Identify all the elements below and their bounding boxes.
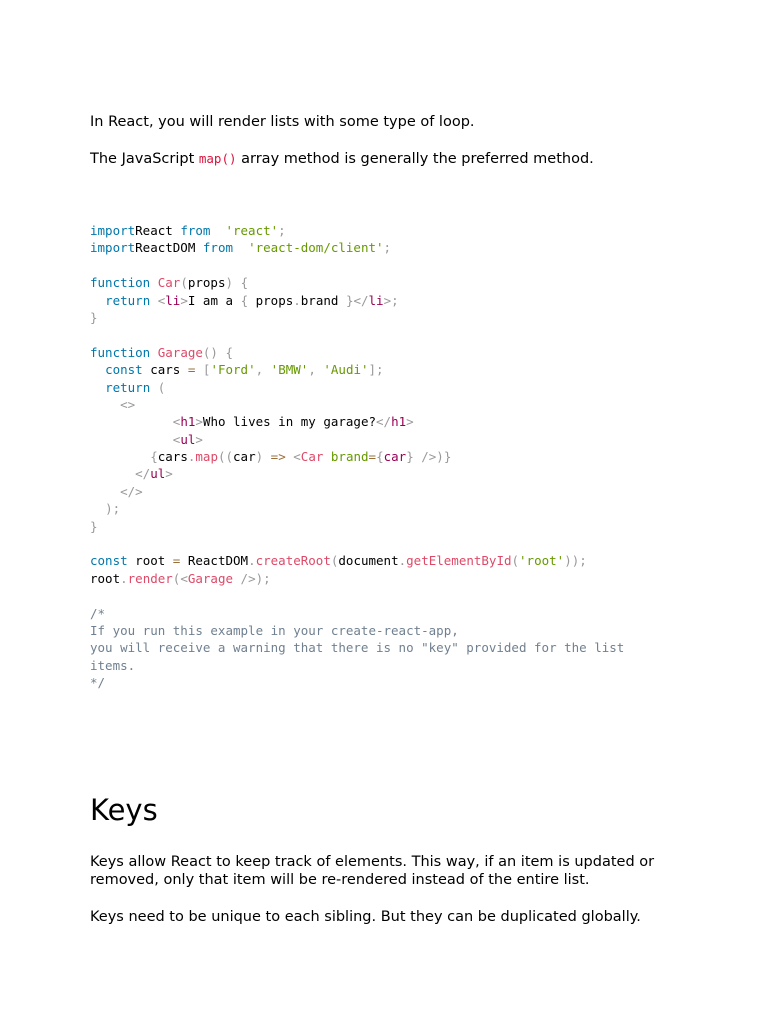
code-token: props (187, 275, 226, 291)
code-token: . (187, 449, 196, 465)
code-token (263, 362, 271, 377)
code-token: map (195, 449, 218, 465)
code-token: ( (330, 553, 339, 569)
code-token: ReactDOM (180, 553, 249, 569)
code-token: ( (511, 553, 520, 569)
code-line (90, 326, 624, 343)
code-token: Car (157, 275, 181, 291)
inline-code-map: map() (198, 151, 237, 166)
code-token: If you run this example in your create-react-app, (90, 622, 459, 638)
code-token: />)} (421, 449, 452, 465)
code-token: 'Audi' (323, 362, 369, 378)
code-token: { (225, 344, 234, 360)
code-token: */ (90, 675, 106, 691)
code-line (90, 257, 624, 274)
code-token: [ (202, 362, 211, 378)
code-line (90, 448, 624, 465)
code-token: ul (150, 466, 166, 482)
code-token: < (157, 292, 166, 308)
code-token: Car (300, 449, 324, 465)
code-token (90, 484, 120, 499)
code-line (90, 657, 624, 674)
intro-paragraph: In React, you will render lists with some type of loop. (90, 114, 475, 130)
code-token (218, 345, 226, 360)
code-token: you will receive a warning that there is no "key" provided for the list (90, 640, 625, 656)
code-token (150, 293, 158, 308)
code-line (90, 379, 624, 396)
code-line (90, 605, 624, 622)
code-token: , (255, 362, 264, 378)
code-token: ) (255, 449, 264, 465)
code-token: brand (330, 449, 369, 465)
code-token: const (105, 362, 143, 378)
code-line (90, 465, 624, 482)
code-token: ; (278, 223, 286, 238)
code-token: > (180, 292, 188, 308)
code-line (90, 222, 624, 239)
code-token: React (135, 223, 181, 238)
code-token: { (240, 292, 249, 308)
code-token: 'BMW' (270, 362, 309, 378)
code-token (323, 449, 331, 464)
code-token: I am a (187, 292, 241, 308)
code-token: import (90, 240, 136, 256)
paragraph-text: The JavaScript (90, 151, 199, 167)
code-token: </ (376, 414, 392, 430)
code-token: getElementById (406, 553, 512, 569)
code-token: ; (383, 240, 392, 256)
code-token: li (368, 292, 384, 308)
code-token: ( (157, 379, 166, 395)
code-token: { (240, 275, 249, 291)
section-heading: Keys (90, 793, 158, 827)
code-token: (< (172, 570, 188, 586)
code-token: { (376, 449, 384, 465)
code-token: ; (391, 292, 399, 308)
code-token: < (172, 414, 181, 430)
code-line (90, 239, 624, 256)
code-token: (( (217, 449, 234, 465)
code-token (90, 414, 173, 429)
code-token: createRoot (255, 553, 331, 569)
code-block (90, 222, 624, 692)
code-token: . (293, 292, 301, 308)
code-token: > (165, 466, 173, 482)
code-token (150, 345, 158, 360)
code-token: 'root' (519, 553, 565, 569)
code-token (233, 240, 248, 255)
code-token: )); (564, 553, 587, 569)
keys-paragraph: Keys allow React to keep track of elements. This way, if an item is updated or removed, only that item will be re-rendered instead of the entire list. (90, 854, 655, 888)
code-token: car (233, 449, 256, 465)
code-token: Garage (157, 344, 203, 360)
code-token: > (195, 431, 203, 447)
code-token: car (383, 449, 407, 465)
code-token: cars (142, 362, 188, 378)
code-line (90, 587, 624, 604)
code-line (90, 570, 624, 587)
code-token: ) (225, 275, 234, 291)
code-token: /* (90, 605, 106, 621)
code-token: from (180, 223, 211, 238)
code-token: </ (135, 466, 151, 482)
code-token: ReactDOM (135, 240, 203, 256)
code-token: 'react' (225, 223, 279, 238)
code-token: brand (300, 292, 346, 308)
code-token: } (406, 449, 414, 465)
code-token: . (120, 570, 128, 586)
code-token (90, 293, 105, 308)
code-token: = (187, 362, 196, 378)
paragraph-text: array method is generally the preferred method. (236, 151, 594, 167)
code-token: import (90, 223, 136, 238)
code-token: function (90, 344, 151, 360)
code-line (90, 274, 624, 291)
code-line (90, 535, 624, 552)
code-token: li (165, 292, 181, 308)
code-token (90, 501, 105, 516)
code-token (195, 362, 203, 377)
code-token: />); (240, 570, 271, 586)
code-token: cars (157, 449, 188, 465)
code-token: ); (105, 501, 121, 517)
code-token: const (90, 553, 128, 569)
code-token (233, 275, 241, 290)
code-line (90, 639, 624, 656)
code-token: ul (180, 431, 196, 447)
code-token (233, 571, 241, 586)
code-token: . (398, 553, 407, 569)
code-token: ( (180, 275, 188, 291)
code-token (150, 380, 158, 395)
code-line (90, 396, 624, 413)
code-token: return (105, 292, 151, 308)
code-line (90, 500, 624, 517)
code-line (90, 309, 624, 326)
code-token: { (150, 449, 158, 465)
code-token: props (248, 292, 294, 308)
code-token: </> (120, 483, 143, 499)
code-line (90, 518, 624, 535)
code-token (90, 362, 105, 377)
code-token: } (90, 309, 98, 325)
code-token: > (406, 414, 414, 430)
code-token: Garage (187, 570, 234, 586)
code-token: <> (120, 396, 136, 412)
code-token: from (202, 240, 233, 256)
code-token: < (172, 431, 181, 447)
code-line (90, 413, 624, 430)
code-line (90, 483, 624, 500)
code-token (90, 432, 173, 447)
code-token: () (202, 344, 218, 360)
code-token: root (90, 570, 121, 586)
code-token: < (293, 449, 301, 465)
code-token: 'react-dom/client' (248, 240, 384, 256)
code-line (90, 622, 624, 639)
code-token: Who lives in my garage? (202, 414, 377, 430)
code-token: render (127, 570, 173, 586)
code-token: > (383, 292, 392, 308)
code-line (90, 552, 624, 569)
code-token: > (195, 414, 203, 430)
code-token: return (105, 379, 151, 395)
code-line (90, 361, 624, 378)
code-token (90, 380, 105, 395)
code-line (90, 344, 624, 361)
code-token: 'Ford' (210, 362, 256, 378)
code-token: </ (353, 292, 369, 308)
code-token: => (270, 449, 286, 465)
code-line (90, 431, 624, 448)
code-token (90, 466, 135, 481)
code-line (90, 674, 624, 691)
code-token: } (90, 518, 98, 534)
code-token: root (127, 553, 173, 569)
code-token: } (345, 292, 354, 308)
code-token: function (90, 275, 151, 291)
keys-paragraph: Keys need to be unique to each sibling. But they can be duplicated globally. (90, 909, 641, 925)
code-token (263, 449, 271, 464)
code-token: h1 (391, 414, 407, 430)
code-token (90, 449, 150, 464)
code-token (210, 223, 225, 238)
code-token: ]; (368, 362, 384, 378)
code-token: document (338, 553, 399, 569)
code-line (90, 292, 624, 309)
code-token: = (368, 449, 377, 465)
code-token (90, 397, 120, 412)
code-token: items. (90, 657, 136, 673)
map-method-paragraph (90, 150, 668, 168)
code-token: = (172, 553, 181, 569)
code-token: , (308, 362, 316, 378)
code-token: h1 (180, 414, 196, 430)
code-token: . (248, 553, 256, 569)
code-token (150, 275, 158, 290)
